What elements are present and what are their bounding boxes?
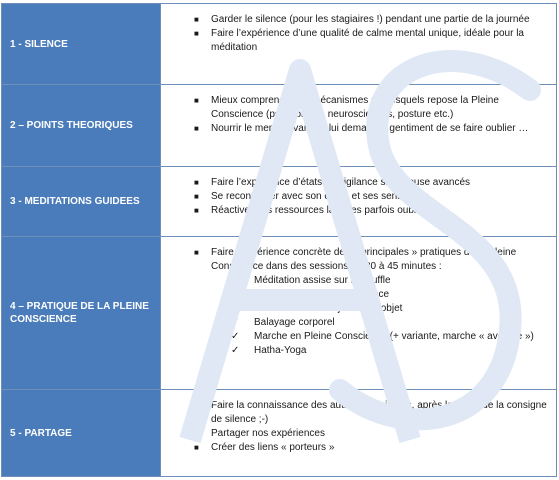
list-item-text: Méditation assise sur le souffle <box>254 275 391 286</box>
check-list <box>161 274 550 358</box>
row-label: 4 – PRATIQUE DE LA PLEINE CONSCIENCE <box>2 237 161 390</box>
row-label: 1 - SILENCE <box>2 4 161 85</box>
square-bullet-icon: ■ <box>194 192 199 201</box>
list-item <box>161 204 550 218</box>
row-label: 2 – POINTS THEORIQUES <box>2 85 161 167</box>
list-item-text: Créer des liens « porteurs » <box>211 442 335 453</box>
row-label: 5 - PARTAGE <box>2 390 161 477</box>
checkmark-icon: ✓ <box>231 303 240 314</box>
square-bullet-icon: ■ <box>194 29 199 38</box>
list-item <box>161 316 550 330</box>
row-silence <box>2 4 557 85</box>
list-item-text: Nourrir le mental avant de lui demander gentiment de se faire oublier … <box>211 123 529 134</box>
row-points-theoriques <box>2 85 557 167</box>
row-label: 3 - MEDITATIONS GUIDEES <box>2 167 161 237</box>
list-item <box>161 344 550 358</box>
list-item <box>161 246 550 274</box>
list-item-text: Faire l’expérience d’états de vigilance silencieuse avancés <box>211 177 471 188</box>
list-item <box>161 427 550 441</box>
row-content <box>161 167 557 237</box>
list-item <box>161 302 550 316</box>
row-pratique <box>2 237 557 390</box>
checkmark-icon: ✓ <box>231 345 240 356</box>
row-content <box>161 85 557 167</box>
list-item <box>161 13 550 27</box>
checkmark-icon: ✓ <box>231 331 240 342</box>
square-bullet-icon: ■ <box>194 206 199 215</box>
list-item <box>161 176 550 190</box>
bullet-list <box>161 94 550 136</box>
list-item-text: Balayage corporel <box>254 317 335 328</box>
list-item-text: Faire la connaissance des autres participants, après la levée de la consigne de silence ;-) <box>211 400 547 425</box>
checkmark-icon: ✓ <box>231 275 240 286</box>
list-item-text: Garder le silence (pour les stagiaires !) pendant une partie de la journée <box>211 14 530 25</box>
bullet-list <box>161 399 550 455</box>
list-item <box>161 122 550 136</box>
list-item <box>161 288 550 302</box>
list-item <box>161 27 550 55</box>
row-content <box>161 4 557 85</box>
list-item <box>161 441 550 455</box>
list-item <box>161 190 550 204</box>
list-item <box>161 399 550 427</box>
list-item-text: Méditation sur la Bienveillance <box>254 289 390 300</box>
list-item-text: Hatha-Yoga <box>254 345 307 356</box>
list-item-text: Marche en Pleine Conscience (+ variante, marche « aveugle ») <box>254 331 534 342</box>
row-meditations-guidees <box>2 167 557 237</box>
square-bullet-icon: ■ <box>194 429 199 438</box>
checkmark-icon: ✓ <box>231 289 240 300</box>
square-bullet-icon: ■ <box>194 401 199 410</box>
list-item-text: Faire l’expérience d’une qualité de calme mental unique, idéale pour la méditation <box>211 28 524 53</box>
bullet-list <box>161 246 550 274</box>
row-content <box>161 237 557 390</box>
list-item <box>161 330 550 344</box>
list-item-text: Partager nos expériences <box>211 428 325 439</box>
square-bullet-icon: ■ <box>194 443 199 452</box>
list-item-text: Se reconnecter avec son corps et ses sensations <box>211 191 429 202</box>
square-bullet-icon: ■ <box>194 96 199 105</box>
row-partage <box>2 390 557 477</box>
square-bullet-icon: ■ <box>194 178 199 187</box>
list-item <box>161 94 550 122</box>
list-item-text: Méditation avec objet / sans objet <box>254 303 403 314</box>
square-bullet-icon: ■ <box>194 15 199 24</box>
list-item-text: Mieux comprendre les mécanismes sur lesquels repose la Pleine Conscience (psychologie, neurosciences, posture etc.) <box>211 95 499 120</box>
program-table <box>1 3 557 477</box>
bullet-list <box>161 176 550 218</box>
list-item <box>161 274 550 288</box>
checkmark-icon: ✓ <box>231 317 240 328</box>
list-item-text: Faire l’expérience concrète des « principales » pratiques de la Pleine Conscience dans des sessions de 30 à 45 minutes : <box>211 247 517 272</box>
square-bullet-icon: ■ <box>194 124 199 133</box>
list-item-text: Réactiver nos ressources latentes parfois oubliées <box>211 205 435 216</box>
square-bullet-icon: ■ <box>194 248 199 257</box>
row-content <box>161 390 557 477</box>
bullet-list <box>161 13 550 55</box>
